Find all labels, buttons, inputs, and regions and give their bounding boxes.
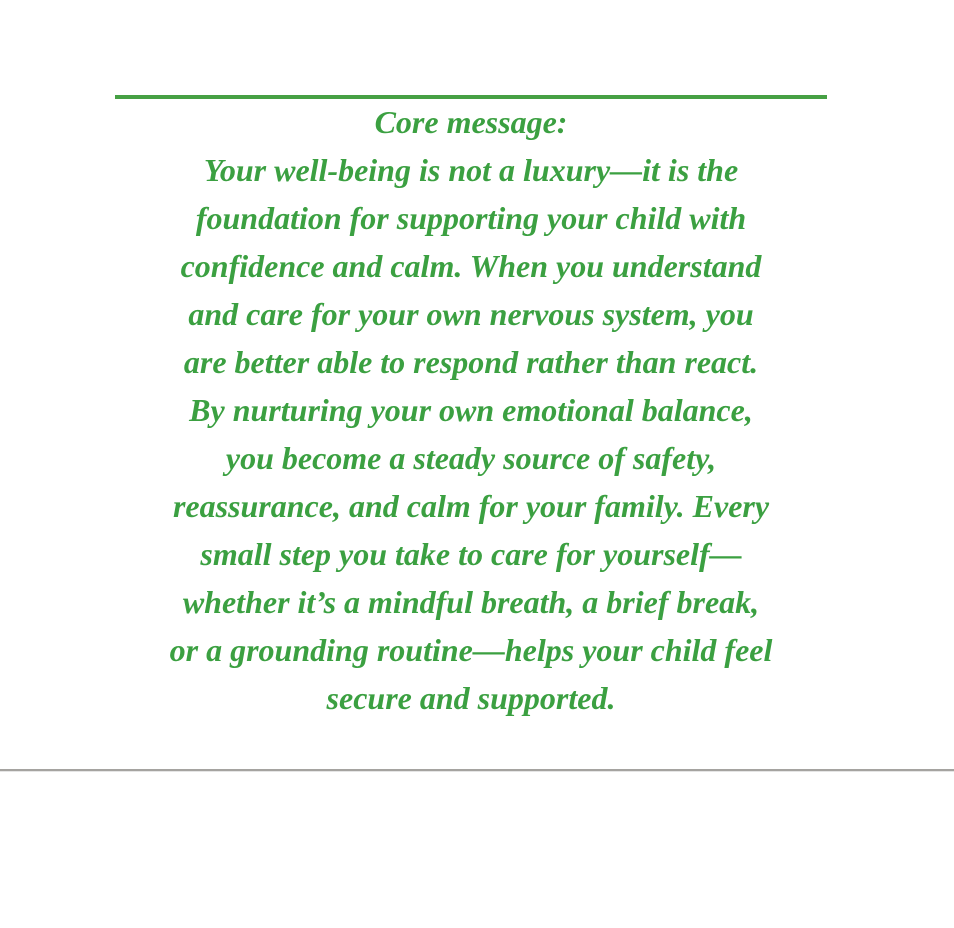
message-line: whether it’s a mindful breath, a brief break, — [182, 584, 760, 620]
core-message-block — [113, 98, 829, 722]
message-line: small step you take to care for yourself— — [200, 536, 742, 572]
core-message-heading: Core message: — [374, 104, 568, 140]
message-line: you become a steady source of safety, — [225, 440, 717, 476]
message-line: are better able to respond rather than react. — [183, 344, 759, 380]
message-line: reassurance, and calm for your family. Every — [172, 488, 770, 524]
message-line: confidence and calm. When you understand — [180, 248, 762, 284]
message-line: foundation for supporting your child with — [195, 200, 747, 236]
message-line: or a grounding routine—helps your child feel — [169, 632, 773, 668]
message-line: Your well-being is not a luxury—it is the — [203, 152, 739, 188]
message-line: secure and supported. — [326, 680, 616, 716]
message-line: By nurturing your own emotional balance, — [189, 392, 753, 428]
core-message-body — [113, 146, 829, 722]
bottom-divider — [0, 769, 954, 771]
message-line: and care for your own nervous system, you — [188, 296, 754, 332]
